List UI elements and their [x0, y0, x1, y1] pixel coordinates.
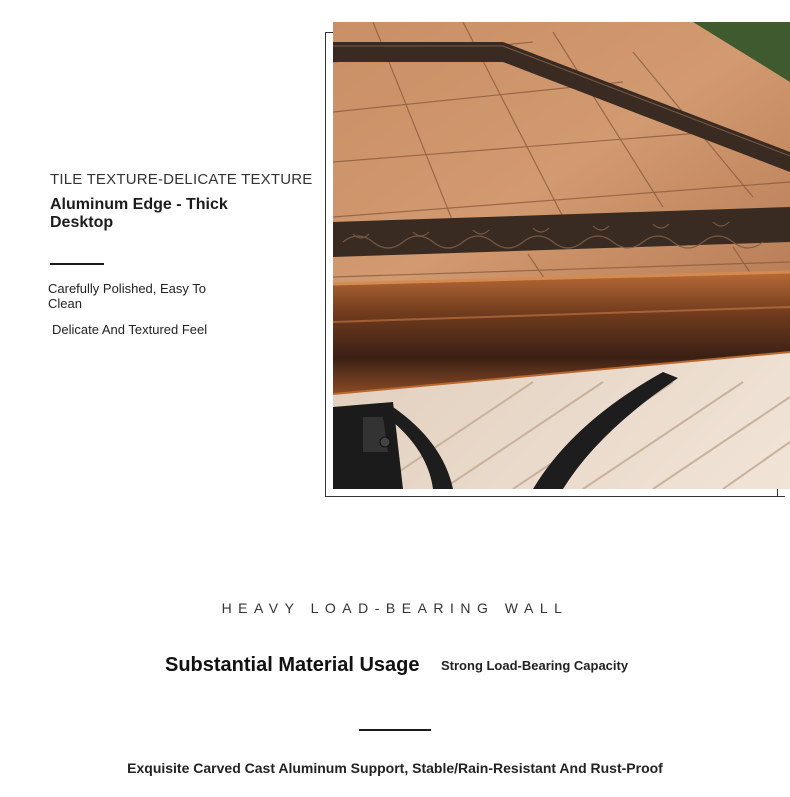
table-illustration [333, 22, 790, 489]
section-description: Exquisite Carved Cast Aluminum Support, Stable/Rain-Resistant And Rust-Proof [127, 760, 663, 776]
frame-corner-top [325, 32, 333, 33]
frame-corner-right [777, 489, 778, 497]
feature-description-1: Carefully Polished, Easy To Clean [48, 281, 207, 311]
feature-subtitle: Aluminum Edge - Thick Desktop [50, 196, 228, 231]
feature-title: TILE TEXTURE-DELICATE TEXTURE [50, 171, 313, 188]
divider [50, 263, 104, 265]
divider [359, 729, 431, 731]
section-headline: Substantial Material Usage [165, 654, 420, 676]
table-closeup-photo [333, 22, 790, 489]
section-tagline: Strong Load-Bearing Capacity [441, 658, 629, 673]
section-title: HEAVY LOAD-BEARING WALL [221, 600, 569, 616]
feature-description-2: Delicate And Textured Feel [52, 322, 208, 337]
